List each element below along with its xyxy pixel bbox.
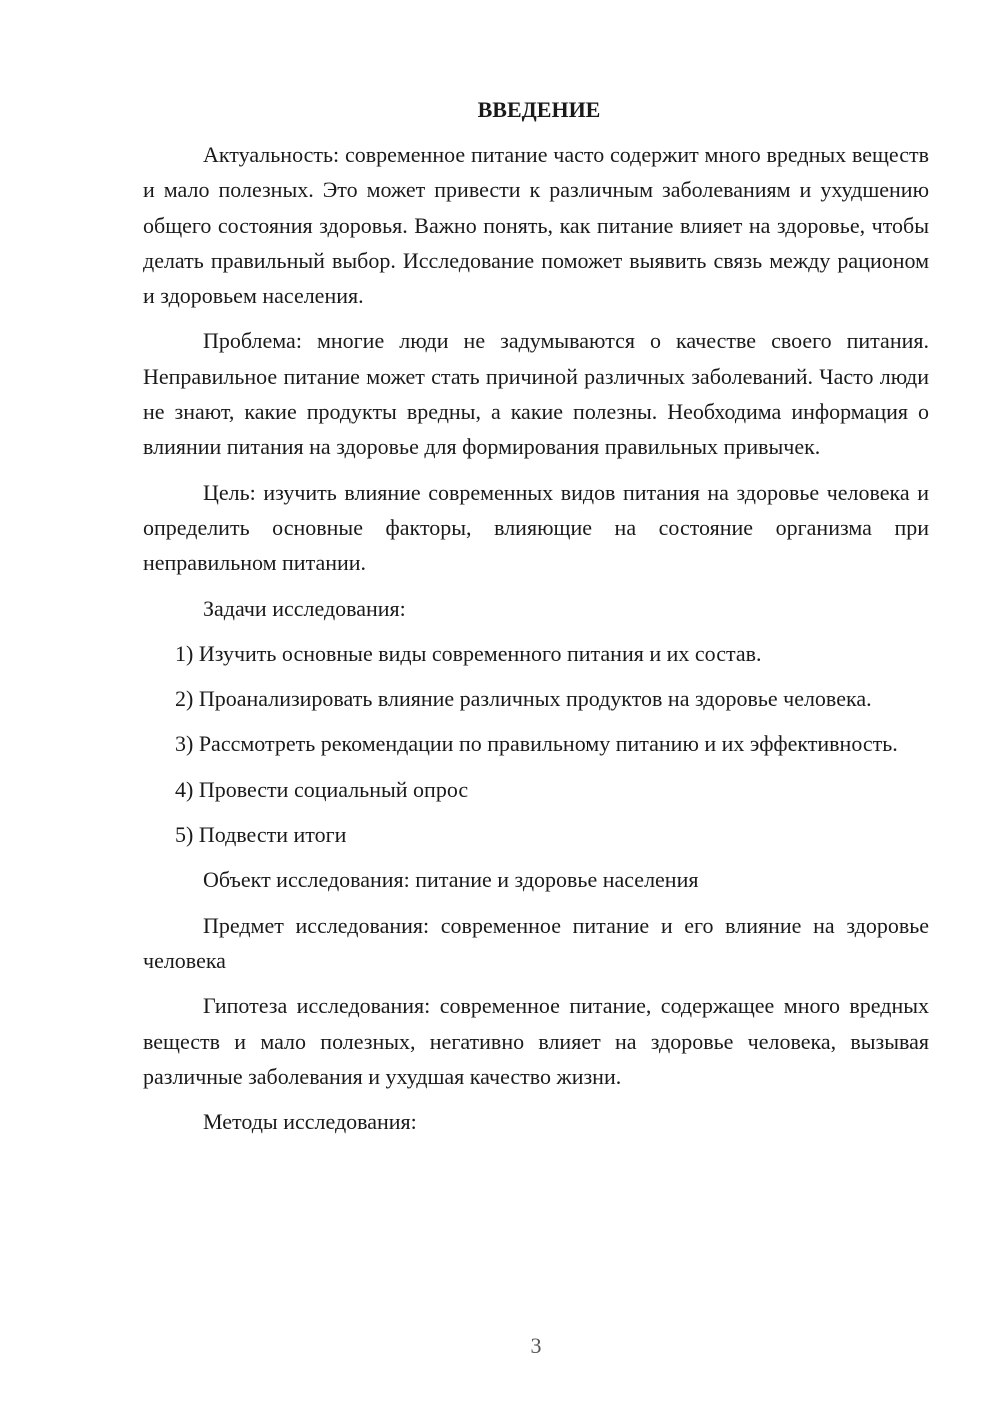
relevance-paragraph: Актуальность: современное питание часто содержит много вредных веществ и мало полезных. Это может привести к различным заболеваниям и ухудшению общего состояния здоровья. Важно понять, как питание влияет на здоровье, чтобы делать правильный выбор. Исследование поможет выявить связь между рационом и здоровьем населения. bbox=[143, 142, 929, 309]
page-content bbox=[143, 92, 929, 1149]
task-item-5: 5) Подвести итоги bbox=[175, 822, 347, 848]
subject-paragraph: Предмет исследования: современное питание и его влияние на здоровье человека bbox=[143, 912, 929, 973]
problem-paragraph: Проблема: многие люди не задумываются о качестве своего питания. Неправильное питание может стать причиной различных заболеваний. Часто люди не знают, какие продукты вредны, а какие полезны. Необходима информация о влиянии питания на здоровье для формирования правильных привычек. bbox=[143, 328, 929, 460]
object-paragraph: Объект исследования: питание и здоровье населения bbox=[203, 867, 699, 893]
task-item-3: 3) Рассмотреть рекомендации по правильному питанию и их эффективность. bbox=[175, 731, 898, 757]
tasks-heading: Задачи исследования: bbox=[203, 595, 406, 621]
section-title: ВВЕДЕНИЕ bbox=[477, 97, 601, 122]
methods-heading: Методы исследования: bbox=[203, 1109, 417, 1135]
goal-paragraph: Цель: изучить влияние современных видов питания на здоровье человека и определить основные факторы, влияющие на состояние организма при неправильном питании. bbox=[143, 479, 929, 576]
task-item-4: 4) Провести социальный опрос bbox=[175, 776, 469, 802]
task-item-1: 1) Изучить основные виды современного питания и их состав. bbox=[175, 640, 762, 666]
hypothesis-paragraph: Гипотеза исследования: современное питание, содержащее много вредных веществ и мало полезных, негативно влияет на здоровье человека, вызывая различные заболевания и ухудшая качество жизни. bbox=[143, 993, 929, 1089]
task-item-2: 2) Проанализировать влияние различных продуктов на здоровье человека. bbox=[175, 686, 872, 712]
page-number: 3 bbox=[530, 1333, 542, 1358]
